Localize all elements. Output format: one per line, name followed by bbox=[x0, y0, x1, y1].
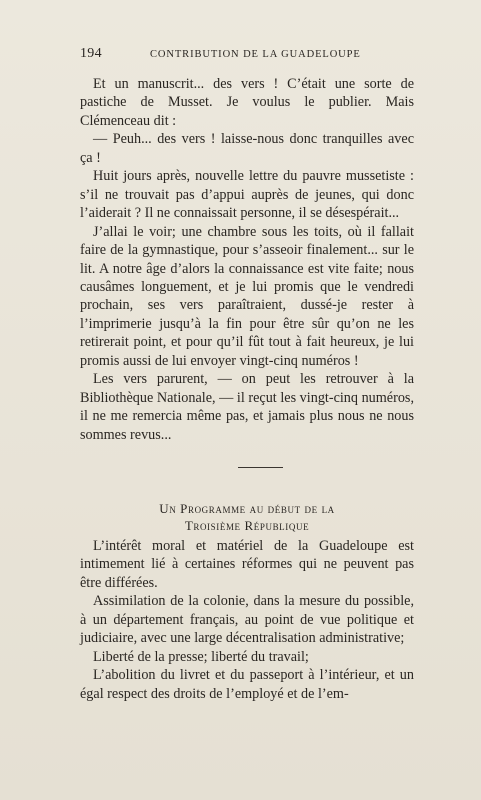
section-title-line-1: Un Programme au début de la bbox=[159, 501, 335, 516]
paragraph: Liberté de la presse; liberté du travail; bbox=[93, 648, 309, 665]
section-title-line-2: Troisième République bbox=[184, 518, 310, 533]
paragraph: Assimilation de la colonie, dans la mesure du possible, à un département français, au point de vue politique et judiciaire, avec une large décentralisation administrative; bbox=[80, 593, 414, 647]
section-divider bbox=[238, 467, 283, 468]
body-text-bottom bbox=[80, 537, 414, 703]
paragraph: Huit jours après, nouvelle lettre du pauvre mussetiste : s’il ne trouvait pas d’appui auprès de jeunes, qui donc l’aiderait ? Il ne connaissait personne, il se désespérait... bbox=[80, 168, 414, 222]
paragraph: J’allai le voir; une chambre sous les toits, où il fallait faire de la gymnastique, pour s’asseoir finalement... sur le lit. A notre âge d’alors la connaissance est vite faite; nous causâmes longuement, et je lui promis que le vendredi prochain, ses vers paraîtraient, dussé-je rester à l’imprimerie jusqu’à la fin pour être sûr qu’on ne les retirerait point, et pour qu’il fût tout à fait heureux, je lui promis aussi de lui envoyer vingt-cinq numéros ! bbox=[80, 223, 414, 369]
paragraph: Et un manuscrit... des vers ! C’était une sorte de pastiche de Musset. Je voulus le publier. Mais Clémenceau dit : bbox=[80, 76, 414, 129]
section-title bbox=[80, 500, 414, 534]
paragraph: — Peuh... des vers ! laisse-nous donc tranquilles avec ça ! bbox=[80, 131, 414, 166]
page-header bbox=[80, 46, 421, 64]
body-text-top bbox=[80, 75, 414, 444]
paragraph: L’abolition du livret et du passeport à l’intérieur, et un égal respect des droits de l’employé et de l’em- bbox=[80, 667, 414, 702]
running-head: CONTRIBUTION DE LA GUADELOUPE bbox=[150, 49, 361, 60]
paragraph: L’intérêt moral et matériel de la Guadeloupe est intimement lié à certaines réformes qui ne peuvent pas être différées. bbox=[80, 538, 414, 591]
paragraph: Les vers parurent, — on peut les retrouver à la Bibliothèque Nationale, — il reçut les vingt-cinq numéros, il ne me remercia même pas, et jamais plus nous ne nous sommes revus... bbox=[80, 371, 414, 443]
page-number: 194 bbox=[80, 46, 102, 61]
